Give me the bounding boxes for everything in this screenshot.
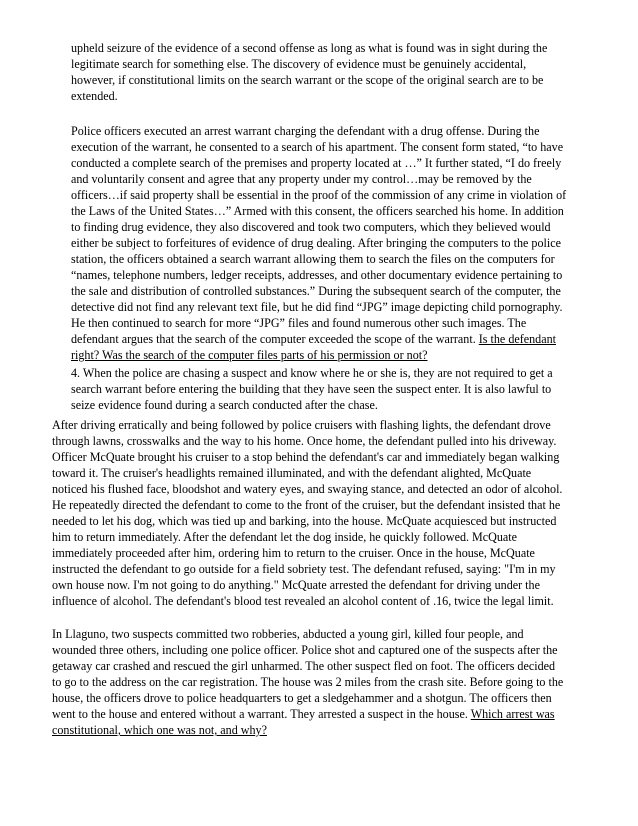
text-line: and voluntarily consent and agree that any property under my control…may be removed by the bbox=[71, 172, 532, 186]
text-line: instructed the defendant to go outside for a field sobriety test. The defendant refused, saying: "I'm in my bbox=[52, 562, 556, 576]
text-line: conducted a complete search of the premises and property located at …” It further stated, “I do freely bbox=[71, 156, 562, 170]
text-line: influence of alcohol. The defendant's blood test revealed an alcohol content of .16, twice the legal limit. bbox=[52, 594, 554, 608]
text-line: own house now. I'm not going to do anything." McQuate arrested the defendant for driving under the bbox=[52, 578, 540, 592]
text-line: execution of the warrant, he consented to a search of his apartment. The consent form stated, “to have bbox=[71, 140, 564, 154]
text-line: “names, telephone numbers, ledger receipts, addresses, and other documentary evidence pertaining to bbox=[71, 268, 563, 282]
text-run: defendant argues that the search of the computer exceeded the scope of the warrant. bbox=[71, 332, 479, 346]
text-line bbox=[52, 707, 555, 721]
text-line: however, if constitutional limits on the search warrant or the scope of the original search are to be bbox=[71, 73, 544, 87]
text-line: officers…if said property shall be essential in the proof of the commission of any crime in violation of bbox=[71, 188, 567, 202]
text-line: extended. bbox=[71, 89, 118, 103]
text-line: immediately proceeded after him, ordering him to return to the cruiser. Once in the house, McQuate bbox=[52, 546, 535, 560]
text-line: either be subject to forfeitures of evidence of drug dealing. After bringing the computers to the police bbox=[71, 236, 561, 250]
text-line: getaway car crashed and rescued the girl unharmed. The other suspect fled on foot. The officers decided bbox=[52, 659, 556, 673]
text-line: the Laws of the United States…” Armed with this consent, the officers searched his home. In addition bbox=[71, 204, 564, 218]
text-line: house, the officers drove to police headquarters to get a sledgehammer and a shotgun. The officers then bbox=[52, 691, 552, 705]
text-line: station, the officers obtained a search warrant allowing them to search the files on the computers for bbox=[71, 252, 555, 266]
text-line: toward it. The cruiser's headlights remained illuminated, and with the defendant alighted, McQuate bbox=[52, 466, 532, 480]
question-underlined: Which arrest was bbox=[470, 707, 555, 721]
text-line: noticed his flushed face, bloodshot and watery eyes, and swaying stance, and detected an odor of alcohol. bbox=[52, 482, 563, 496]
text-line: to go to the address on the car registration. The house was 2 miles from the crash site. Before going to the bbox=[52, 675, 564, 689]
text-line: wounded three others, including one police officer. Police shot and captured one of the suspects after the bbox=[52, 643, 558, 657]
text-line: He repeatedly directed the defendant to come to the front of the cruiser, but the defendant insisted that he bbox=[52, 498, 561, 512]
question-underlined: Is the defendant bbox=[478, 332, 556, 346]
text-line: seize evidence found during a search conducted after the chase. bbox=[71, 398, 378, 412]
text-line: the sale and distribution of controlled substances.” During the subsequent search of the computer, the bbox=[71, 284, 561, 298]
question-underlined: constitutional, which one was not, and why? bbox=[52, 723, 267, 737]
text-line: Officer McQuate brought his cruiser to a stop behind the defendant's car and immediately began walking bbox=[52, 450, 560, 464]
text-line: upheld seizure of the evidence of a second offense as long as what is found was in sight during the bbox=[71, 41, 548, 55]
text-line bbox=[71, 348, 427, 362]
question-underlined: right? Was the search of the computer files parts of his permission or not? bbox=[71, 348, 428, 362]
text-line: After driving erratically and being followed by police cruisers with flashing lights, the defendant drove bbox=[52, 418, 551, 432]
text-line: 4. When the police are chasing a suspect and know where he or she is, they are not required to get a bbox=[71, 366, 553, 380]
text-line: In Llaguno, two suspects committed two robberies, abducted a young girl, killed four people, and bbox=[52, 627, 524, 641]
text-run: went to the house and entered without a warrant. They arrested a suspect in the house. bbox=[52, 707, 471, 721]
text-line: He then continued to search for more “JPG” files and found numerous other such images. The bbox=[71, 316, 527, 330]
text-line: through lawns, crosswalks and the way to his home. Once home, the defendant pulled into his driveway. bbox=[52, 434, 557, 448]
text-line bbox=[71, 332, 556, 346]
text-line: Police officers executed an arrest warrant charging the defendant with a drug offense. During the bbox=[71, 124, 540, 138]
text-line: to finding drug evidence, they also discovered and took two computers, which they believed would bbox=[71, 220, 551, 234]
text-line: legitimate search for something else. The discovery of evidence must be genuinely accidental, bbox=[71, 57, 527, 71]
text-line bbox=[52, 723, 267, 737]
text-line: him to return immediately. After the defendant let the dog inside, he quickly followed. McQuate bbox=[52, 530, 518, 544]
text-line: detective did not find any relevant text file, but he did find “JPG” image depicting child pornography. bbox=[71, 300, 563, 314]
text-line: search warrant before entering the building that they have seen the suspect enter. It is also lawful to bbox=[71, 382, 552, 396]
text-line: needed to let his dog, which was tied up and barking, into the house. McQuate acquiesced but instructed bbox=[52, 514, 557, 528]
